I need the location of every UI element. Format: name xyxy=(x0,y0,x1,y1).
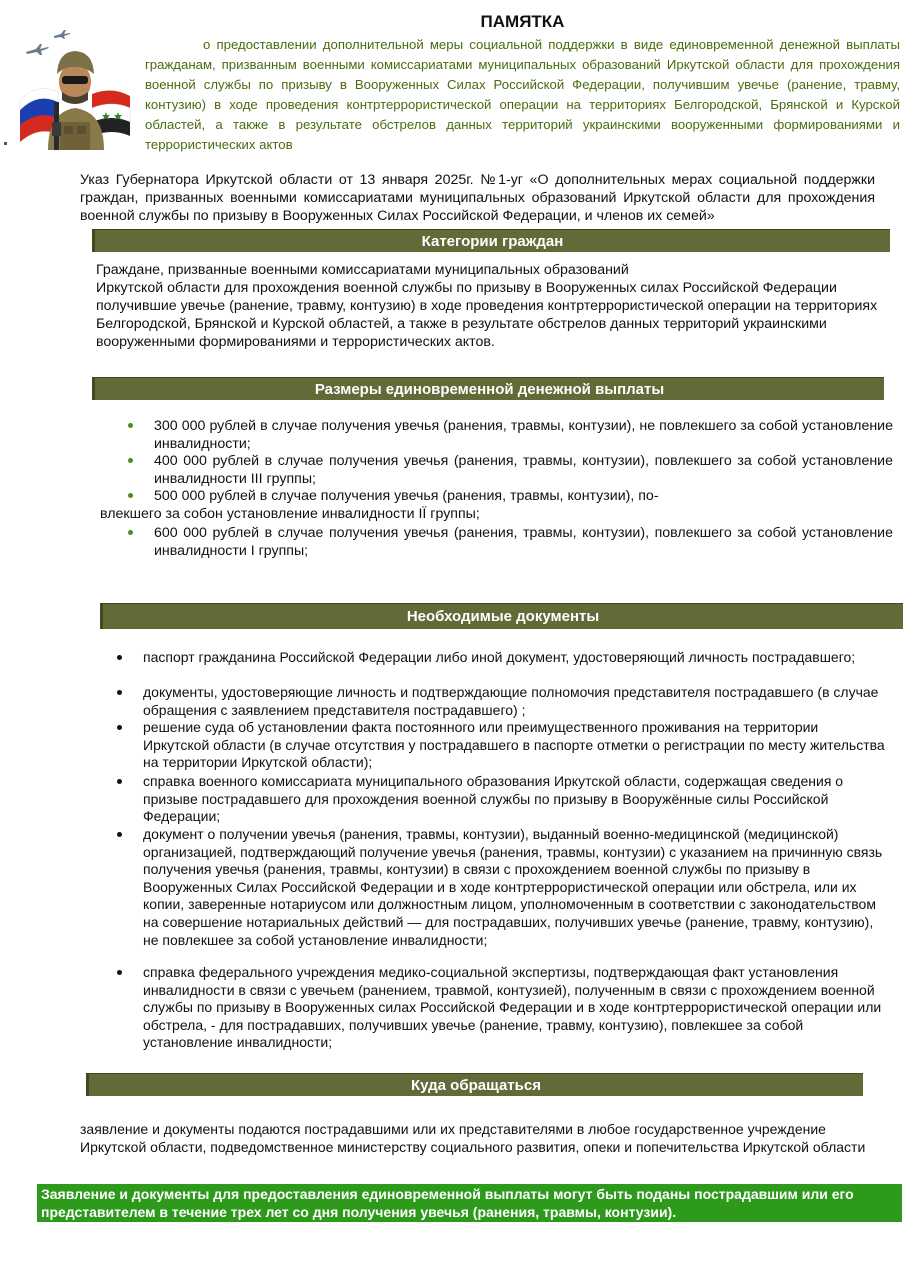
amount-item: 500 000 рублей в случае получения увечья (ранения, травмы, контузии), по- xyxy=(154,488,659,504)
bullet-icon xyxy=(128,493,133,498)
categories-paragraph: Иркутской области для прохождения военной службы по призыву в Вооруженных силах Российской Федерации получившие увечье (ранение, травму, контузию) в ходе проведения контртеррористической операции на территориях Белгородской, Брянской и Курской областей, а также в результате обстрелов данных территорий украинскими вооруженными формированиями и террористических актов. xyxy=(96,280,878,350)
bullet-icon xyxy=(128,423,133,428)
amount-item: 300 000 рублей в случае получения увечья (ранения, травмы, контузии), не повлекшего за собой установление инвалидности; xyxy=(154,418,893,452)
document-item: документ о получении увечья (ранения, травмы, контузии), выданный военно-медицинской (медицинской) организацией, подтверждающий получение увечья (ранения, травмы, контузии) с указанием на причинную связь получения увечья (ранения, травмы, контузии) в связи с прохождением военной службы по призыву в Вооруженных Силах Российской Федерации и в ходе контртеррористической операции или обстрела, или их копии, заверенные нотариусом или должностным лицом, уполномоченным в соответствии с законодательством на совершение нотариальных действий — для пострадавших, получивших увечье (ранение, травму, контузию), не повлекшее за собой установление инвалидности; xyxy=(143,826,883,948)
document-item: документы, удостоверяющие личность и подтверждающие полномочия представителя пострадавшего (в случае обращения с заявлением представителя пострадавшего) ; xyxy=(143,684,879,718)
bullet-icon xyxy=(117,690,122,695)
section-heading-amounts: Размеры единовременной денежной выплаты xyxy=(92,377,884,400)
section-heading-categories: Категории граждан xyxy=(92,229,890,252)
bullet-icon xyxy=(117,725,122,730)
amount-item-continuation: влекшего за собон установление инвалидности IЇ группы; xyxy=(100,506,480,522)
section-heading-where: Куда обращаться xyxy=(86,1073,863,1096)
bullet-icon xyxy=(117,779,122,784)
document-item: паспорт гражданина Российской Федерации либо иной документ, удостоверяющий личность пострадавшего; xyxy=(143,649,856,665)
corner-mark xyxy=(4,142,7,145)
decree-reference: Указ Губернатора Иркутской области от 13 января 2025г. №1-уг «О дополнительных мерах социальной поддержки граждан, призванных военными комиссариатами муниципальных образований Иркутской области для прохождения военной службы по призыву в Вооруженных Силах Российской Федерации, и членов их семей» xyxy=(80,172,875,224)
categories-text xyxy=(96,261,896,351)
document-item: справка военного комиссариата муниципального образования Иркутской области, содержащая сведения о призыве пострадавшего для прохождения военной службы по призыву в Вооружённые силы Российской Федерации; xyxy=(143,773,844,825)
section-heading-documents: Необходимые документы xyxy=(100,603,903,629)
amount-item: 400 000 рублей в случае получения увечья (ранения, травмы, контузии), повлекшего за собой установление инвалидности III группы; xyxy=(154,453,893,487)
categories-line: Граждане, призванные военными комиссариатами муниципальных образований xyxy=(96,262,629,278)
where-text: заявление и документы подаются пострадавшими или их представителями в любое государственное учреждение Иркутской области, подведомственное министерству социального развития, опеки и попечительства Иркутской области xyxy=(80,1121,866,1155)
amount-item: 600 000 рублей в случае получения увечья (ранения, травмы, контузии), повлекшего за собой установление инвалидности I группы; xyxy=(154,525,893,559)
document-item: справка федерального учреждения медико-социальной экспертизы, подтверждающая факт установления инвалидности в связи с увечьем (ранением, травмой, контузией), полученным в связи с прохождением военной службы по призыву в Вооруженных силах Российской Федерации и в ходе контртеррористической операции или обстрела, - для пострадавших, получивших увечье (ранение, травму, контузию), повлекшее за собой установление инвалидности; xyxy=(143,964,882,1051)
bullet-icon xyxy=(117,655,122,660)
document-item: решение суда об установлении факта постоянного или преимущественного проживания на территории Иркутской области (в случае отсутствия у пострадавшего в паспорте отметки о регистрации по месту жительства на территории Иркутской области); xyxy=(143,719,885,771)
page-subtitle: о предоставлении дополнительной меры социальной поддержки в виде единовременной денежной выплаты гражданам, призванным военными комиссариатами муниципальных образований Иркутской области для прохождения военной службы по призыву в Вооруженных Силах Российской Федерации, получившим увечье (ранение, травму, контузию) в ходе проведения контртеррористической операции на территориях Белгородской, Брянской и Курской областей, а также в результате обстрелов данных территорий украинскими вооруженными формированиями и террористических актов xyxy=(145,37,900,152)
soldier-illustration xyxy=(18,30,132,150)
deadline-notice: Заявление и документы для предоставления единовременной выплаты могут быть поданы пострадавшим или его представителем в течение трех лет со дня получения увечья (ранения, травмы, контузии). xyxy=(37,1184,902,1222)
page-title: ПАМЯТКА xyxy=(480,12,565,31)
bullet-icon xyxy=(117,832,122,837)
bullet-icon xyxy=(128,530,133,535)
bullet-icon xyxy=(117,970,122,975)
bullet-icon xyxy=(128,458,133,463)
